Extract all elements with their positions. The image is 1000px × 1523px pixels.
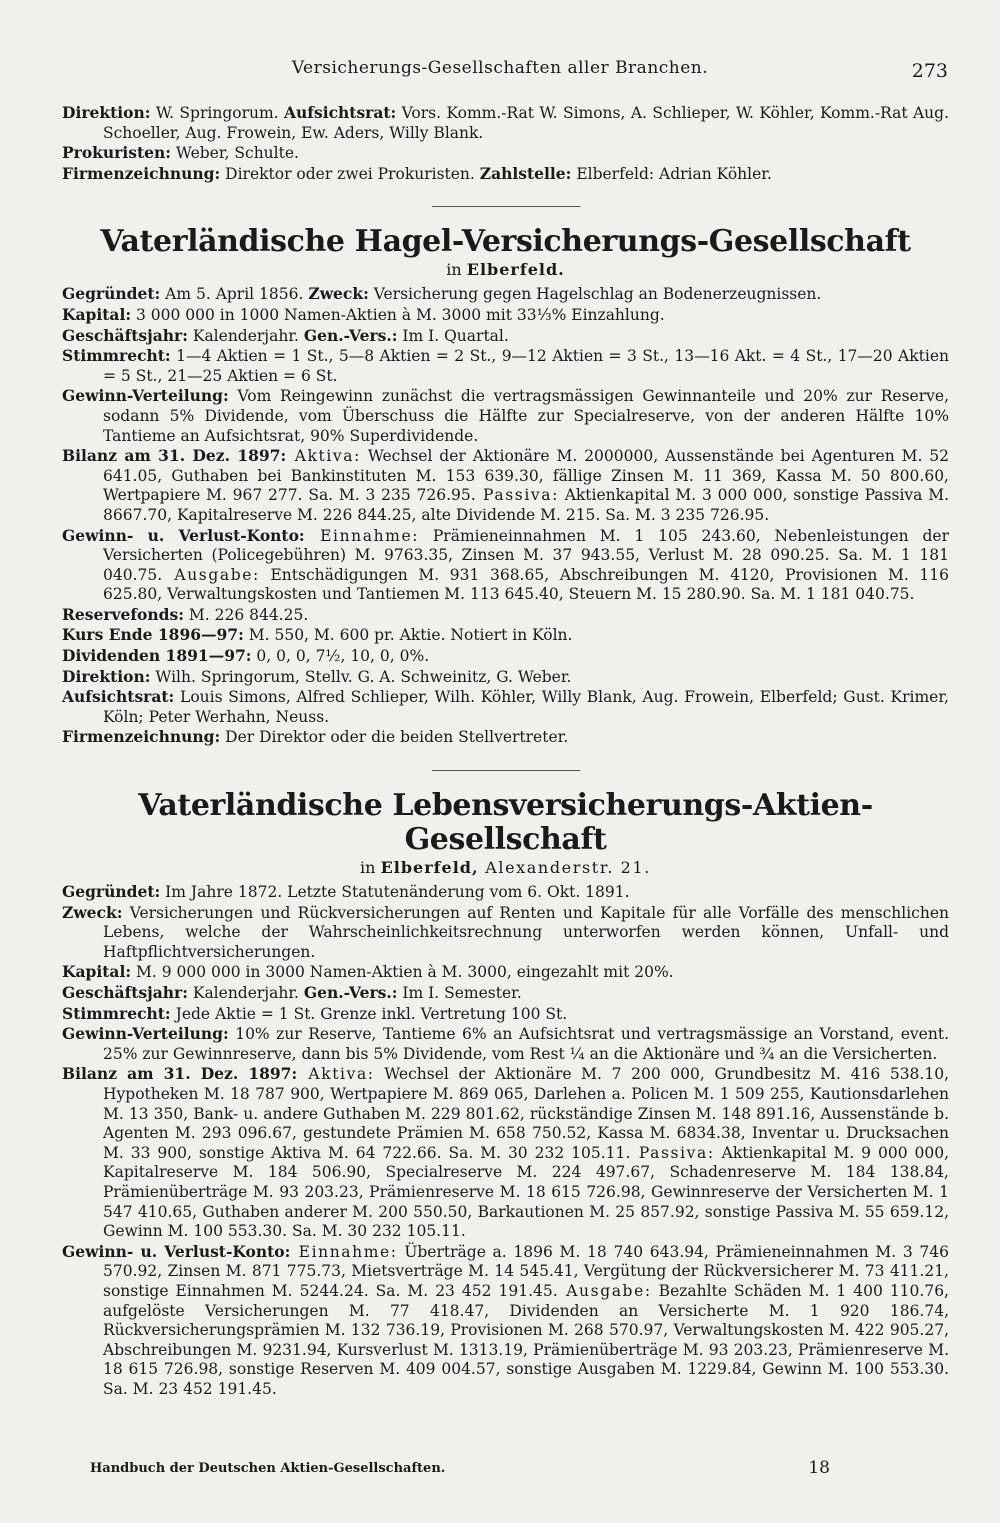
company-hagel — [62, 225, 949, 748]
entry-label: Zahlstelle: — [479, 163, 572, 183]
company-title: Vaterländische Hagel-Versicherungs-Gesellschaft — [100, 224, 911, 260]
entry-text: Im I. Quartal. — [397, 326, 509, 345]
entry-label: Bilanz am 31. Dez. 1897: — [62, 446, 287, 466]
entry-label: Gen.-Vers.: — [303, 325, 398, 345]
entry-label: Aufsichtsrat: — [62, 687, 175, 707]
entry-label: Gen.-Vers.: — [303, 983, 398, 1002]
entry-text: Jede Aktie = 1 St. Grenze inkl. Vertretung 100 St. — [170, 1004, 568, 1023]
entry-text: M. 9 000 000 in 3000 Namen-Aktien à M. 3000, eingezahlt mit 20%. — [131, 963, 674, 982]
company-location — [62, 858, 949, 878]
entry-gewinn-verteilung — [62, 1024, 949, 1064]
company-title: Vaterländische Lebensversicherungs-Aktien-Gesellschaft — [138, 788, 873, 858]
entry-text: Vors. Komm.-Rat W. Simons, A. Schlieper, W. Köhler, Komm.-Rat Aug. Schoeller, Aug. Frowein, Ew. Aders, Willy Blank. — [103, 104, 949, 142]
entry-label: Direktion: — [62, 103, 151, 122]
entry-label: Kurs Ende 1896—97: — [62, 625, 244, 645]
entry-label: Bilanz am 31. Dez. 1897: — [62, 1064, 298, 1084]
entry-zweck — [62, 903, 949, 963]
entry-text: M. 550, M. 600 pr. Aktie. Notiert in Köln. — [243, 626, 573, 645]
entry-geschaeftsjahr — [62, 983, 949, 1004]
entry-label: Dividenden 1891—97: — [62, 646, 252, 666]
entry-text: Der Direktor oder die beiden Stellvertreter. — [220, 728, 569, 747]
entry-sublabel-passiva: Passiva: — [475, 486, 559, 505]
entry-text: M. 226 844.25. — [183, 605, 309, 624]
entry-label: Kapital: — [62, 304, 132, 324]
entry-label: Gewinn-Verteilung: — [62, 1024, 229, 1044]
entry-gewinn-verlust — [62, 1242, 949, 1400]
entry-direktion — [62, 103, 949, 143]
entry-text: Überträge a. 1896 M. 18 740 643.94, Prämieneinnahmen M. 3 746 570.92, Zinsen M. 871 775.73, Mietsverträge M. 14 545.41, Vergütung der Rückversicherer M. 73 411.21, sonstige Einnahmen M. 5244.24. Sa. M. 23 452 191.45. — [103, 1242, 949, 1300]
entry-text: Im I. Semester. — [397, 984, 522, 1002]
entry-text: Aktienkapital M. 9 000 000, Kapitalreserve M. 184 506.90, Specialreserve M. 224 497.67, Schadenreserve M. 184 138.84, Prämienüberträge M. 93 203.23, Prämienreserve M. 18 615 726.98, Gewinnreserve der Versicherten M. 1 547 410.65, Guthaben anderer M. 200 550.50, Barkautionen M. 25 857.92, sonstige Passiva M. 55 659.12, Gewinn M. 100 553.30. Sa. M. 30 232 105.11. — [103, 1143, 950, 1241]
entry-text: Bezahlte Schäden M. 1 400 110.76, aufgelöste Versicherungen M. 77 418.47, Dividenden an Versicherte M. 1 920 186.74, Rückversicherungsprämien M. 132 736.19, Provisionen M. 268 570.97, Verwaltungskosten M. 422 905.27, Abschreibungen M. 9231.94, Kursverlust M. 1313.19, Prämienüberträge M. 93 203.23, Prämienreserve M. 18 615 726.98, sonstige Reserven M. 409 004.57, sonstige Ausgaben M. 1229.84, Gewinn M. 100 553.30. Sa. M. 23 452 191.45. — [103, 1281, 949, 1398]
entry-gewinn-verteilung — [62, 386, 949, 446]
entry-stimmrecht — [62, 346, 949, 386]
entry-label: Reservefonds: — [62, 604, 184, 624]
entry-label: Zweck: — [62, 902, 123, 922]
entry-label: Stimmrecht: — [62, 346, 171, 366]
entry-label: Prokuristen: — [62, 143, 171, 163]
entry-label: Gegründet: — [62, 284, 161, 304]
entry-text: Direktor oder zwei Prokuristen. — [220, 164, 480, 183]
entry-firmenzeichnung — [62, 164, 949, 185]
entry-text: Am 5. April 1856. — [160, 285, 309, 304]
entry-sublabel-passiva: Passiva: — [630, 1143, 715, 1162]
entry-bilanz — [62, 446, 949, 525]
page-footer — [90, 1458, 830, 1487]
entry-label: Stimmrecht: — [62, 1003, 171, 1023]
entry-label: Firmenzeichnung: — [62, 163, 221, 183]
section-divider — [432, 770, 580, 771]
entry-text: W. Springorum. — [150, 104, 284, 122]
entry-kapital — [62, 305, 949, 326]
entry-gegruendet — [62, 284, 949, 305]
entry-text: Im Jahre 1872. Letzte Statutenänderung vom 6. Okt. 1891. — [160, 883, 630, 902]
entry-text: Prämieneinnahmen M. 1 105 243.60, Nebenleistungen der Versicherten (Policegebühren) M. 9763.35, Zinsen M. 37 943.55, Verlust M. 28 090.25. Sa. M. 1 181 040.75. — [103, 526, 950, 584]
page-content — [62, 103, 949, 1399]
entry-text: Entschädigungen M. 931 368.65, Abschreibungen M. 4120, Provisionen M. 116 625.80, Verwaltungskosten und Tantiemen M. 113 645.40, Steuern M. 15 280.90. Sa. M. 1 181 040.75. — [103, 565, 949, 604]
entry-text: Wechsel der Aktionäre M. 7 200 000, Grundbesitz M. 416 538.10, Hypotheken M. 18 787 900, Wertpapiere M. 869 065, Darlehen a. Policen M. 1 509 255, Kautionsdarlehen M. 13 350, Bank- u. andere Guthaben M. 229 801.62, rückständige Zinsen M. 148 891.16, Aussenstände b. Agenten M. 293 096.67, gestundete Prämien M. 658 750.52, Kassa M. 6834.38, Inventar u. Drucksachen M. 33 900, sonstige Aktiva M. 64 722.66. Sa. M. 30 232 105.11. — [103, 1065, 949, 1162]
entry-geschaeftsjahr — [62, 326, 949, 347]
page-number: 273 — [911, 60, 948, 82]
entry-label: Direktion: — [62, 666, 151, 686]
entry-gewinn-verlust — [62, 526, 949, 605]
entry-text: 10% zur Reserve, Tantieme 6% an Aufsichtsrat und vertragsmässige an Vorstand, event. 25% zur Gewinnreserve, dann bis 5% Dividende, vom Rest ¼ an die Aktionäre und ¾ an die Versicherten. — [103, 1025, 949, 1063]
entry-text: Kalenderjahr. — [187, 326, 304, 345]
entry-reservefonds — [62, 605, 949, 626]
entry-text: Wilh. Springorum, Stellv. G. A. Schweinitz, G. Weber. — [150, 667, 572, 686]
entry-text: 3 000 000 in 1000 Namen-Aktien à M. 3000 mit 33⅓% Einzahlung. — [131, 305, 665, 324]
entry-label: Gewinn-Verteilung: — [62, 386, 229, 406]
entry-label: Geschäftsjahr: — [62, 325, 188, 345]
entry-text: Vom Reingewinn zunächst die vertragsmässigen Gewinnanteile und 20% zur Reserve, sodann 5% Dividende, vom Überschuss die Hälfte zur Specialreserve, von der anderen Hälfte 10% Tantieme an Aufsichtsrat, 90% Superdividende. — [103, 387, 949, 445]
entry-sublabel-ausgabe: Ausgabe: — [162, 565, 260, 584]
company-address: Alexanderstr. 21. — [478, 858, 651, 878]
entry-text: Versicherung gegen Hagelschlag an Bodenerzeugnissen. — [368, 285, 822, 304]
footer-title: Handbuch der Deutschen Aktien-Gesellschaften. — [90, 1461, 446, 1476]
running-title: Versicherungs-Gesellschaften aller Branchen. — [291, 58, 709, 78]
entry-kapital — [62, 962, 949, 983]
entry-label: Firmenzeichnung: — [62, 727, 221, 747]
section-divider — [432, 206, 580, 207]
entry-text: Weber, Schulte. — [170, 144, 299, 163]
entry-text: Louis Simons, Alfred Schlieper, Wilh. Köhler, Willy Blank, Aug. Frowein, Elberfeld; Gust. Krimer, Köln; Peter Werhahn, Neuss. — [103, 688, 949, 726]
entry-label: Gewinn- u. Verlust-Konto: — [62, 525, 305, 545]
entry-text: Kalenderjahr. — [187, 984, 304, 1002]
entry-sublabel-einnahme: Einnahme: — [290, 1242, 398, 1261]
location-prefix: in — [446, 260, 467, 280]
entry-text: Aktienkapital M. 3 000 000, sonstige Passiva M. 8667.70, Kapitalreserve M. 226 844.25, alte Dividende M. 215. Sa. M. 3 235 726.95. — [103, 486, 949, 524]
entry-prokuristen — [62, 143, 949, 164]
previous-company-tail — [62, 103, 949, 184]
entry-firmenzeichnung — [62, 727, 949, 748]
entry-sublabel-aktiva: Aktiva: — [297, 1065, 375, 1084]
entry-label: Gewinn- u. Verlust-Konto: — [62, 1241, 291, 1261]
entry-bilanz — [62, 1064, 949, 1241]
entry-sublabel-ausgabe: Ausgabe: — [557, 1281, 652, 1300]
running-head — [0, 58, 1000, 82]
entry-text: 1—4 Aktien = 1 St., 5—8 Aktien = 2 St., 9—12 Aktien = 3 St., 13—16 Akt. = 4 St., 17—20 Aktien = 5 St., 21—25 Aktien = 6 St. — [103, 347, 949, 385]
entry-sublabel-aktiva: Aktiva: — [286, 447, 361, 466]
entry-text: Elberfeld: Adrian Köhler. — [571, 164, 772, 183]
company-location — [62, 260, 949, 280]
entry-kurs — [62, 625, 949, 646]
entry-gegruendet — [62, 882, 949, 903]
entry-label: Aufsichtsrat: — [284, 103, 397, 122]
entry-sublabel-einnahme: Einnahme: — [304, 526, 420, 545]
company-city: Elberfeld, — [380, 858, 479, 878]
entry-label: Geschäftsjahr: — [62, 983, 188, 1002]
entry-dividenden — [62, 646, 949, 667]
entry-label: Gegründet: — [62, 882, 161, 902]
company-city: Elberfeld. — [466, 260, 565, 280]
entry-text: Wechsel der Aktionäre M. 2000000, Aussenstände bei Agenturen M. 52 641.05, Guthaben bei Bankinstituten M. 153 639.30, fällige Zinsen M. 11 369, Kassa M. 50 800.60, Wertpapiere M. 967 277. Sa. M. 3 235 726.95. — [103, 447, 949, 505]
entry-direktion — [62, 667, 949, 688]
entry-label: Zweck: — [308, 284, 369, 304]
entry-text: 0, 0, 0, 7½, 10, 0, 0%. — [251, 647, 430, 666]
entry-label: Kapital: — [62, 962, 132, 982]
entry-text: Versicherungen und Rückversicherungen auf Renten und Kapitale für alle Vorfälle des menschlichen Lebens, welche der Wahrscheinlichkeitsrechnung unterworfen werden können, Unfall- und Haftpflichtversicherungen. — [103, 903, 949, 961]
company-lebensversicherung — [62, 789, 949, 1399]
location-prefix: in — [360, 858, 381, 878]
entry-aufsichtsrat — [62, 687, 949, 727]
signature-mark: 18 — [808, 1458, 830, 1478]
entry-stimmrecht — [62, 1004, 949, 1025]
